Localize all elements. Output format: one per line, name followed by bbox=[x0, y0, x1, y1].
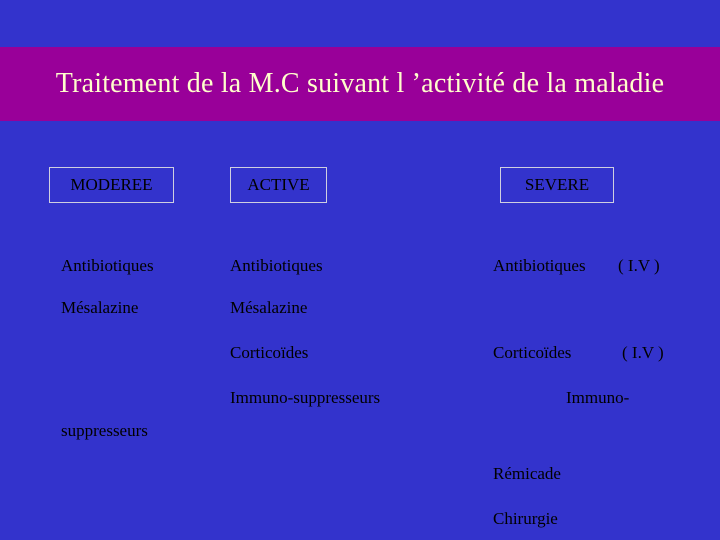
title-band bbox=[0, 47, 720, 121]
header-severe: SEVERE bbox=[500, 167, 614, 203]
moderee-item-mesalazine: Mésalazine bbox=[61, 298, 139, 317]
severe-item-antibiotiques: Antibiotiques bbox=[493, 256, 586, 275]
severe-item-immuno-cont: suppresseurs bbox=[61, 421, 148, 440]
severe-item-corticoides-route: ( I.V ) bbox=[622, 343, 664, 362]
active-item-antibiotiques: Antibiotiques bbox=[230, 256, 323, 275]
severe-item-corticoides: Corticoïdes bbox=[493, 343, 572, 362]
active-item-mesalazine: Mésalazine bbox=[230, 298, 308, 317]
severe-item-remicade: Rémicade bbox=[493, 464, 561, 483]
active-item-corticoides: Corticoïdes bbox=[230, 343, 309, 362]
header-moderee: MODEREE bbox=[49, 167, 174, 203]
header-active: ACTIVE bbox=[230, 167, 327, 203]
severe-item-antibiotiques-route: ( I.V ) bbox=[618, 256, 660, 275]
moderee-item-antibiotiques: Antibiotiques bbox=[61, 256, 154, 275]
severe-item-chirurgie: Chirurgie bbox=[493, 509, 558, 528]
slide-title: Traitement de la M.C suivant l ’activité de la maladie bbox=[55, 68, 665, 99]
active-item-immuno-suppresseurs: Immuno-suppresseurs bbox=[230, 388, 381, 407]
severe-item-immuno: Immuno- bbox=[566, 388, 630, 407]
